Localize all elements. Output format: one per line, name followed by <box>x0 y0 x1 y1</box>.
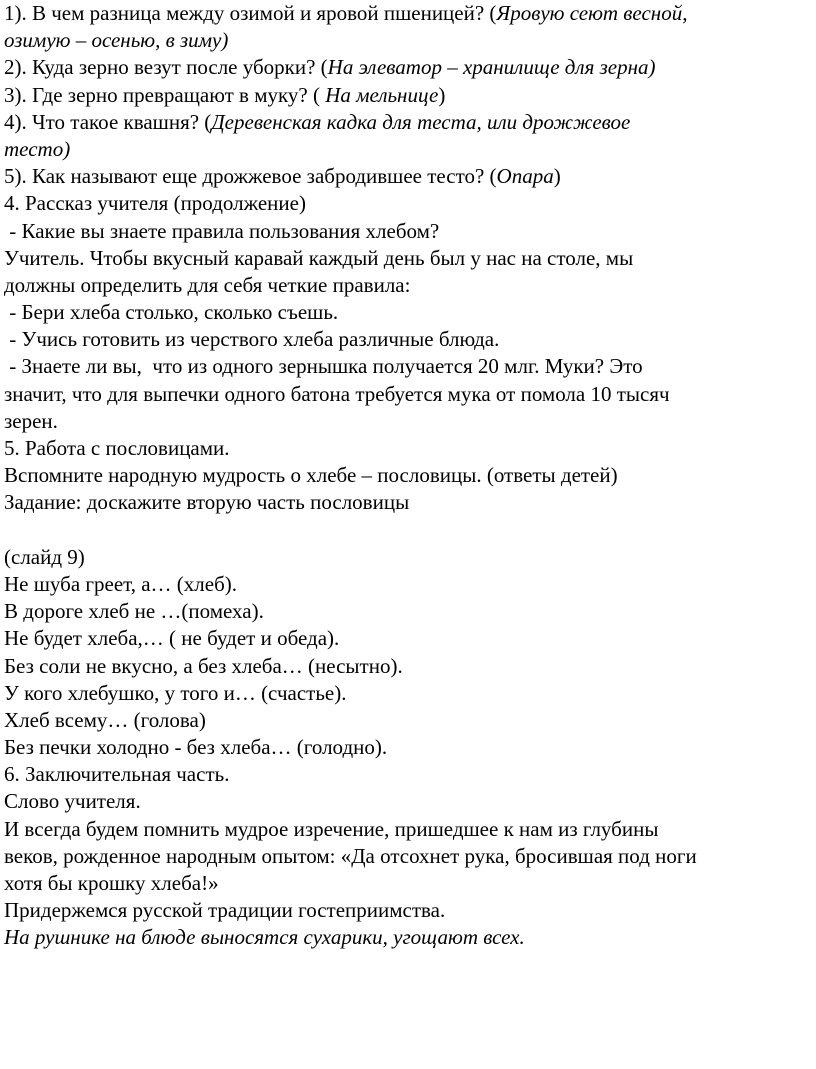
section-4-question: - Какие вы знаете правила пользования хлебом? <box>4 218 440 243</box>
slide-label: (слайд 9) <box>4 544 85 569</box>
question-2-text: 2). Куда зерно везут после уборки? ( <box>4 55 328 80</box>
rule-3-line-1: - Знаете ли вы, что из одного зернышка получается 20 млг. Муки? Это <box>4 354 643 379</box>
closing-line-4: Придержемся русской традиции гостеприимства. <box>4 898 446 923</box>
question-3-answer: На мельнице <box>325 82 439 107</box>
question-5-text: 5). Как называют еще дрожжевое забродившее тесто? ( <box>4 164 497 189</box>
question-5-close: ) <box>553 164 561 189</box>
section-5-task: Задание: доскажите вторую часть пословицы <box>4 490 410 515</box>
question-3-close: ) <box>438 82 446 107</box>
teacher-intro-line-2: должны определить для себя четкие правила: <box>4 272 411 297</box>
proverb: У кого хлебушко, у того и… (счастье). <box>4 680 347 705</box>
section-6-teacher: Слово учителя. <box>4 789 141 814</box>
closing-italic: На рушнике на блюде выносятся сухарики, угощают всех. <box>4 925 525 950</box>
question-5 <box>4 163 812 190</box>
question-1-answer-cont: озимую – осенью, в зиму) <box>4 28 229 53</box>
proverb: Не шуба греет, а… (хлеб). <box>4 571 238 596</box>
section-6-title: 6. Заключительная часть. <box>4 762 230 787</box>
closing-line-3: хотя бы крошку хлеба!» <box>4 871 219 895</box>
question-1 <box>4 0 812 27</box>
section-5-intro: Вспомните народную мудрость о хлебе – пословицы. (ответы детей) <box>4 463 618 488</box>
rule-3-line-3: зерен. <box>4 408 58 433</box>
blank-line <box>4 517 812 544</box>
question-4 <box>4 109 812 136</box>
rule-1: - Бери хлеба столько, сколько съешь. <box>4 300 339 325</box>
question-2-answer: На элеватор – хранилище для зерна) <box>327 55 656 80</box>
proverb: В дороге хлеб не …(помеха). <box>4 599 264 624</box>
proverb: Хлеб всему… (голова) <box>4 707 206 732</box>
rule-2: - Учись готовить из черствого хлеба различные блюда. <box>4 327 500 352</box>
section-4-title: 4. Рассказ учителя (продолжение) <box>4 191 306 216</box>
closing-line-1: И всегда будем помнить мудрое изречение, пришедшее к нам из глубины <box>4 816 659 841</box>
question-1-answer: Яровую сеют весной, <box>496 1 688 25</box>
proverb: Не будет хлеба,… ( не будет и обеда). <box>4 626 340 651</box>
document-page <box>4 0 812 952</box>
proverb: Без печки холодно - без хлеба… (голодно). <box>4 735 388 760</box>
question-4-answer-cont: тесто) <box>4 136 71 161</box>
proverb: Без соли не вкусно, а без хлеба… (несытно). <box>4 653 403 678</box>
question-4-answer: Деревенская кадка для теста, или дрожжевое <box>211 109 631 134</box>
question-1-text: 1). В чем разница между озимой и яровой пшеницей? ( <box>4 1 497 25</box>
rule-3-line-2: значит, что для выпечки одного батона требуется мука от помола 10 тысяч <box>4 381 670 406</box>
closing-line-2: веков, рожденное народным опытом: «Да отсохнет рука, бросившая под ноги <box>4 843 697 868</box>
question-3-text: 3). Где зерно превращают в муку? ( <box>4 82 326 107</box>
question-5-answer: Опара <box>496 164 554 189</box>
question-2 <box>4 54 812 81</box>
teacher-intro-line-1: Учитель. Чтобы вкусный каравай каждый день был у нас на столе, мы <box>4 245 634 270</box>
question-3 <box>4 82 812 109</box>
question-4-text: 4). Что такое квашня? ( <box>4 109 212 134</box>
section-5-title: 5. Работа с пословицами. <box>4 436 230 460</box>
